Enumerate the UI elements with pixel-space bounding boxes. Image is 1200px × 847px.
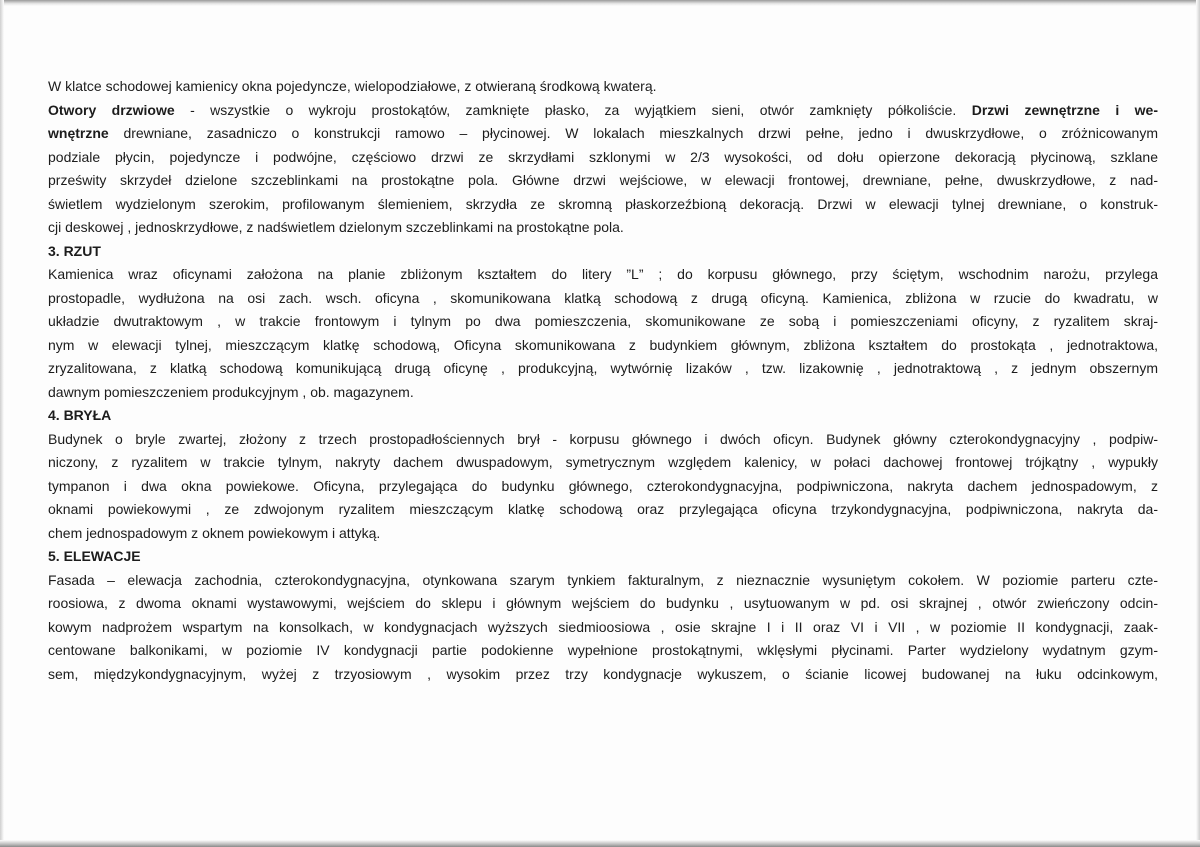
text-line [48, 663, 1158, 687]
scan-edge-left [0, 0, 4, 847]
section-heading [48, 545, 1158, 569]
text-run: W klatce schodowej kamienicy okna pojedyncze, wielopodziałowe, z otwieraną środkową kwaterą. [48, 78, 657, 94]
text-run: nym w elewacji tylnej, mieszczącym klatkę schodową, Oficyna skomunikowana z budynkiem głównym, zbliżona kształtem do prostokąta , jednotraktowa, [48, 336, 1158, 353]
text-line [48, 263, 1158, 287]
text-run: tympanon i dwa okna powiekowe. Oficyna, przylegająca do budynku głównego, czterokondygnacyjna, podpiwniczona, nakryta dachem jednospadowym, z [48, 477, 1158, 494]
text-line [48, 498, 1158, 522]
text-run: roosiowa, z dwoma oknami wystawowymi, wejściem do sklepu i głównym wejściem do budynku , usytuowanym w pd. osi skrajnej , otwór zwieńczony odcin- [48, 595, 1158, 611]
text-line [48, 475, 1158, 499]
text-run: układzie dwutraktowym , w trakcie frontowym i tylnym po dwa pomieszczenia, skomunikowane ze sobą i pomieszczeniami oficyny, z ryzalitem skraj- [48, 313, 1158, 329]
text-line [48, 146, 1158, 170]
section-heading [48, 404, 1158, 428]
text-run: centowane balkonikami, w poziomie IV kondygnacji partie podokienne wypełnione prostokątnymi, wklęsłymi płycinami. Parter wydzielony wydatnym gzym- [48, 642, 1158, 658]
text-run: prostopadle, wydłużona na osi zach. wsch. oficyna , skomunikowana klatką schodową z drugą oficyną. Kamienica, zbliżona w rzucie do kwadratu, w [48, 289, 1158, 306]
text-line [48, 428, 1158, 452]
text-line [48, 569, 1158, 593]
text-run: dawnym pomieszczeniem produkcyjnym , ob. magazynem. [48, 383, 414, 400]
text-run: sem, międzykondygnacyjnym, wyżej z trzyosiowym , wysokim przez trzy kondygnacje wykuszem, o ścianie licowej budowanej na łuku odcinkowym, [48, 665, 1158, 682]
text-run: prześwity skrzydeł dzielone szczeblinkami na prostokątne pola. Główne drzwi wejściowe, w elewacji frontowej, drewniane, pełne, dwuskrzydłowe, z nad- [48, 172, 1158, 188]
bold-term: Otwory drzwiowe [48, 101, 175, 118]
text-line [48, 310, 1158, 334]
text-run: Fasada – elewacja zachodnia, czterokondygnacyjna, otynkowana szarym tynkiem fakturalnym, z nieznacznie wysuniętym cokołem. W poziomie parteru czte- [48, 571, 1158, 588]
bold-term: Drzwi zewnętrzne i we- [971, 101, 1158, 118]
text-line [48, 334, 1158, 358]
text-line [48, 287, 1158, 311]
text-line [48, 216, 1158, 240]
text-line [48, 75, 1158, 99]
text-run: drewniane, zasadniczo o konstrukcji ramowo – płycinowej. W lokalach mieszkalnych drzwi pełne, jedno i dwuskrzydłowe, o zróżnicowanym [108, 125, 1158, 141]
text-line [48, 592, 1158, 616]
text-run: 5. ELEWACJE [48, 548, 141, 564]
scan-edge-bottom [0, 840, 1200, 847]
text-run: - wszystkie o wykroju prostokątów, zamknięte płasko, za wyjątkiem sieni, otwór zamknięty półkoliście. [174, 101, 972, 118]
text-run: świetlem wydzielonym szerokim, profilowanym ślemieniem, skrzydła ze skromną płaskorzeźbioną dekoracją. Drzwi w elewacji tylnej drewniane, o konstruk- [48, 195, 1158, 212]
text-line [48, 381, 1158, 405]
text-line [48, 122, 1158, 146]
scan-edge-top [0, 0, 1200, 6]
text-run: podziale płycin, pojedyncze i podwójne, częściowo drzwi ze skrzydłami szklonymi w 2/3 wysokości, od dołu opierzone dekoracją płycinową, szklane [48, 148, 1158, 165]
text-line [48, 522, 1158, 546]
text-run: Budynek o bryle zwartej, złożony z trzech prostopadłościennych brył - korpusu głównego i dwóch oficyn. Budynek główny czterokondygnacyjny , podpiw- [48, 430, 1158, 447]
scan-edge-right [1196, 0, 1200, 847]
text-run: niczony, z ryzalitem w trakcie tylnym, nakryty dachem dwuspadowym, symetrycznym względem kalenicy, w połaci dachowej frontowej trójkątny , wypukły [48, 454, 1158, 470]
document-body [48, 75, 1158, 686]
text-line [48, 99, 1158, 123]
text-run: 4. BRYŁA [48, 407, 112, 423]
bold-term: wnętrzne [48, 125, 109, 141]
text-line [48, 451, 1158, 475]
text-run: 3. RZUT [48, 242, 101, 259]
section-heading [48, 240, 1158, 264]
text-run: cji deskowej , jednoskrzydłowe, z nadświetlem dzielonym szczeblinkami na prostokątne pola. [48, 219, 624, 235]
text-run: Kamienica wraz oficynami założona na planie zbliżonym kształtem do litery ”L” ; do korpusu głównego, przy ściętym, wschodnim narożu, przylega [48, 266, 1158, 282]
text-run: zryzalitowana, z klatką schodową komunikującą drugą oficynę , produkcyjną, wytwórnię lizaków , tzw. lizakownię , jednotraktową , z jednym obszernym [48, 360, 1158, 376]
text-line [48, 193, 1158, 217]
text-line [48, 639, 1158, 663]
text-line [48, 357, 1158, 381]
text-line [48, 616, 1158, 640]
text-run: oknami powiekowymi , ze zdwojonym ryzalitem mieszczącym klatkę schodową oraz przylegająca oficyna trzykondygnacyjna, podpiwniczona, nakryta da- [48, 501, 1158, 517]
text-run: kowym nadprożem wspartym na konsolkach, w kondygnacjach wyższych siedmioosiowa , osie skrajne I i II oraz VI i VII , w poziomie II kondygnacji, zaak- [48, 618, 1158, 635]
text-run: chem jednospadowym z oknem powiekowym i attyką. [48, 524, 381, 541]
text-line [48, 169, 1158, 193]
